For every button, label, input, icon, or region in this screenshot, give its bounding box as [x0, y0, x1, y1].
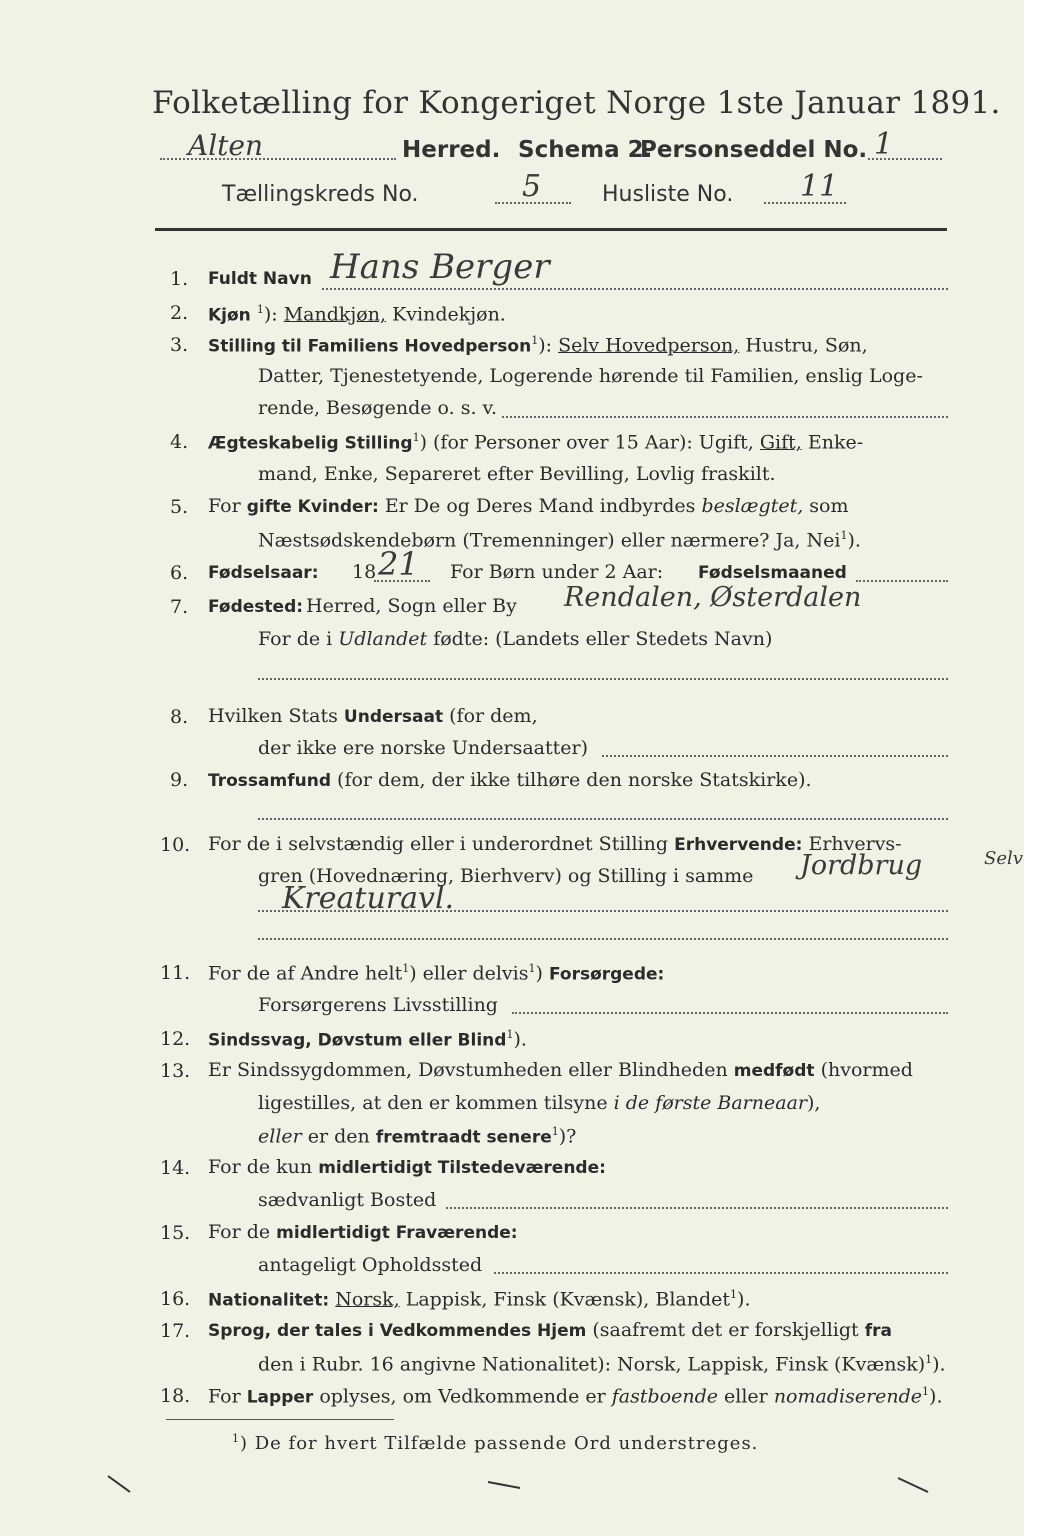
q6-value: 21	[378, 545, 419, 583]
q3-line3: rende, Besøgende o. s. v.	[258, 397, 498, 419]
q11-line1	[208, 963, 664, 983]
q8-dotted-line	[602, 755, 948, 757]
q8-line1	[208, 707, 538, 726]
q4-label: Ægteskabelig Stilling	[208, 433, 413, 454]
q7-line2-a: For de i	[258, 628, 333, 650]
q13-line3-text: er den	[307, 1125, 370, 1148]
q11-dotted-line	[512, 1012, 948, 1014]
q5-line2	[258, 530, 861, 550]
q13-post: (hvormed	[820, 1059, 913, 1081]
q18-italic1: fastboende	[611, 1385, 718, 1408]
q5-label: gifte Kvinder:	[246, 497, 379, 517]
q11-sup1: 1	[402, 962, 410, 975]
q16-end: ).	[737, 1288, 751, 1311]
q8-number: 8.	[170, 706, 189, 728]
kreds-value: 5	[522, 169, 542, 204]
q5-text-b: som	[809, 495, 849, 517]
q13-label3: fremtraadt senere	[375, 1127, 552, 1148]
kreds-dotted-line	[495, 202, 571, 204]
q12-end: ).	[513, 1028, 527, 1051]
q7-dotted-line	[258, 678, 948, 680]
q6-prefix: 18	[352, 561, 377, 583]
scan-mark-left	[108, 1476, 130, 1492]
q8-label: Undersaat	[343, 707, 444, 727]
q2-line	[208, 304, 506, 324]
scan-mark-right	[898, 1478, 928, 1492]
q2-sup: 1	[256, 303, 264, 316]
q4-sup: 1	[412, 431, 420, 444]
q8-line2: der ikke ere norske Undersaatter)	[258, 737, 588, 759]
q9-dotted-line	[258, 818, 948, 820]
q1-number: 1.	[170, 268, 189, 290]
q10-pre: For de i selvstændig eller i underordnet Stilling	[208, 833, 669, 855]
herred-dotted-line	[160, 158, 396, 160]
q10-value1: Jordbrug	[800, 850, 923, 881]
q5-italic: beslægtet,	[701, 495, 804, 517]
q6-label2: Fødselsmaaned	[698, 563, 847, 583]
q7-line2-italic: Udlandet	[338, 628, 428, 650]
q17-label2: fra	[864, 1321, 892, 1341]
q10-dotted-line2	[258, 938, 948, 940]
q16-rest: Lappisk, Finsk (Kvænsk), Blandet	[405, 1288, 731, 1311]
q18-text: oplyses, om Vedkommende er	[319, 1385, 606, 1408]
header-rule	[155, 228, 947, 231]
herred-label: Herred.	[402, 137, 501, 163]
schema-label: Schema 2.	[518, 137, 653, 163]
q11-line2: Forsørgerens Livsstilling	[258, 994, 498, 1016]
q17-sup: 1	[925, 1353, 933, 1366]
q17-line2	[258, 1354, 946, 1374]
q12-label: Sindssvag, Døvstum eller Blind	[208, 1030, 507, 1051]
q14-pre: For de kun	[208, 1156, 313, 1178]
q5-line1	[208, 497, 849, 516]
q13-line2-italic: i de første Barneaar	[613, 1092, 807, 1114]
q3-label: Stilling til Familiens Hovedperson	[208, 336, 532, 357]
q14-dotted-line	[446, 1207, 948, 1209]
q3-line2: Datter, Tjenestetyende, Logerende hørende til Familien, enslig Loge-	[258, 365, 923, 387]
q1-value: Hans Berger	[330, 247, 550, 287]
q13-sup: 1	[551, 1125, 559, 1138]
q18-end: ).	[929, 1385, 943, 1408]
q18-number: 18.	[160, 1385, 191, 1407]
q1-label: Fuldt Navn	[208, 269, 312, 289]
q12-line1	[208, 1029, 527, 1049]
q10-line1	[208, 835, 902, 854]
q3-option-selv: Selv Hovedperson,	[558, 334, 740, 357]
q16-sup: 1	[730, 1288, 738, 1301]
personseddel-value: 1	[874, 127, 894, 162]
q13-number: 13.	[160, 1060, 191, 1082]
q10-line2: gren (Hovednæring, Bierhverv) og Stilling i samme	[258, 865, 754, 887]
q2-option-mandkjon: Mandkjøn,	[283, 303, 387, 326]
q16-number: 16.	[160, 1288, 191, 1310]
q5-text: Er De og Deres Mand indbyrdes	[384, 495, 696, 517]
q9-number: 9.	[170, 769, 189, 791]
q11-post: )	[535, 962, 543, 985]
q11-mid: ) eller delvis	[409, 962, 529, 985]
q6-text: For Børn under 2 Aar:	[450, 561, 664, 583]
q16-label: Nationalitet:	[208, 1290, 330, 1311]
q9-line1	[208, 771, 812, 790]
q14-number: 14.	[160, 1157, 191, 1179]
q10-dotted-line1	[258, 910, 948, 912]
q15-dotted-line	[494, 1272, 948, 1274]
q5-sup: 1	[840, 529, 848, 542]
q4-line2: mand, Enke, Separeret efter Bevilling, Lovlig fraskilt.	[258, 463, 776, 485]
q17-label: Sprog, der tales i Vedkommendes Hjem	[208, 1321, 587, 1341]
q10-number: 10.	[160, 834, 191, 856]
q11-number: 11.	[160, 962, 191, 984]
q4-line1	[208, 432, 863, 452]
q10-label: Erhvervende:	[674, 835, 803, 855]
q15-line1	[208, 1223, 518, 1242]
q18-pre: For	[208, 1385, 241, 1408]
q1-dotted-line	[322, 288, 948, 290]
q5-pre: For	[208, 495, 241, 517]
q7-number: 7.	[170, 596, 189, 618]
q4-number: 4.	[170, 431, 189, 453]
q2-number: 2.	[170, 302, 189, 324]
q13-line2-text: ligestilles, at den er kommen tilsyne	[258, 1092, 608, 1114]
q17-number: 17.	[160, 1320, 191, 1342]
q18-label: Lapper	[246, 1387, 314, 1408]
q15-number: 15.	[160, 1222, 191, 1244]
q15-pre: For de	[208, 1221, 271, 1243]
q2-colon: ):	[263, 303, 278, 326]
form-title: Folketælling for Kongeriget Norge 1ste Januar 1891.	[152, 85, 1001, 121]
q3-number: 3.	[170, 334, 189, 356]
q7-line2	[258, 630, 772, 649]
footnote-sup: 1	[232, 1432, 240, 1445]
q8-post: (for dem,	[449, 705, 538, 727]
q15-label: midlertidigt Fraværende:	[276, 1223, 518, 1243]
q7-value: Rendalen, Østerdalen	[564, 582, 862, 613]
q17-line2-text: den i Rubr. 16 angivne Nationalitet): Norsk, Lappisk, Finsk (Kvænsk)	[258, 1353, 926, 1376]
q3-line1	[208, 335, 868, 355]
q7-line2-b: fødte: (Landets eller Stedets Navn)	[433, 628, 773, 650]
husliste-dotted-line	[764, 202, 846, 204]
q5-end: ).	[847, 529, 861, 552]
q4-text: ) (for Personer over 15 Aar): Ugift,	[419, 431, 754, 454]
q5-line2-text: Næstsødskendebørn (Tremenninger) eller nærmere? Ja, Nei	[258, 529, 841, 552]
q18-sup: 1	[922, 1385, 930, 1398]
q9-label: Trossamfund	[208, 771, 331, 791]
q16-line1	[208, 1289, 750, 1309]
q2-label: Kjøn	[208, 305, 251, 326]
q13-line2	[258, 1094, 820, 1113]
q7-text: Herred, Sogn eller By	[306, 595, 517, 617]
q11-sup2: 1	[528, 962, 536, 975]
husliste-label: Husliste No.	[602, 182, 734, 207]
q3-dotted-line	[502, 416, 948, 418]
personseddel-label: Personseddel No.	[640, 137, 868, 163]
q14-label: midlertidigt Tilstedeværende:	[318, 1158, 606, 1178]
q11-label: Forsørgede:	[548, 964, 665, 985]
q13-line3	[258, 1126, 576, 1146]
footnote-rule	[166, 1419, 394, 1420]
herred-value: Alten	[188, 129, 264, 162]
footnote	[232, 1433, 758, 1453]
q3-rest1: Hustru, Søn,	[745, 334, 868, 357]
q13-pre: Er Sindssygdommen, Døvstumheden eller Blindheden	[208, 1059, 728, 1081]
q13-line3-italic: eller	[258, 1125, 302, 1148]
q3-sup: 1	[531, 334, 539, 347]
q7-label: Fødested:	[208, 597, 304, 617]
q18-mid: eller	[724, 1385, 768, 1408]
q2-option-kvindekjon: Kvindekjøn.	[392, 303, 506, 326]
q12-number: 12.	[160, 1028, 191, 1050]
q3-colon: ):	[538, 334, 553, 357]
q17-end: ).	[932, 1353, 946, 1376]
q13-line2-end: ),	[807, 1092, 821, 1114]
q4-text-b: Enke-	[807, 431, 864, 454]
q14-line1	[208, 1158, 606, 1177]
q13-line1	[208, 1061, 913, 1080]
q18-line1	[208, 1386, 943, 1406]
q13-end: )?	[558, 1125, 577, 1148]
q6-label: Fødselsaar:	[208, 563, 319, 583]
q8-pre: Hvilken Stats	[208, 705, 338, 727]
footnote-text: ) De for hvert Tilfælde passende Ord understreges.	[240, 1433, 759, 1454]
q10-post: Erhvervs-	[808, 833, 902, 855]
q5-number: 5.	[170, 496, 189, 518]
q6-dotted-line	[374, 580, 430, 582]
q9-text: (for dem, der ikke tilhøre den norske Statskirke).	[337, 769, 812, 791]
q12-sup: 1	[506, 1028, 514, 1041]
q18-italic2: nomadiserende	[773, 1385, 923, 1408]
personseddel-dotted-line	[868, 158, 942, 160]
page-margin	[1024, 0, 1054, 1536]
kreds-label: Tællingskreds No.	[222, 182, 419, 207]
q13-label: medfødt	[733, 1061, 815, 1081]
q4-option-gift: Gift,	[759, 431, 802, 454]
q11-pre: For de af Andre helt	[208, 962, 403, 985]
q17-text: (saafremt det er forskjelligt	[592, 1319, 859, 1341]
husliste-value: 11	[800, 169, 839, 204]
q16-option-norsk: Norsk,	[335, 1288, 400, 1311]
q10-value1b: Selv	[984, 848, 1023, 869]
q17-line1	[208, 1321, 892, 1340]
q15-line2: antageligt Opholdssted	[258, 1254, 483, 1276]
q6-dotted-line2	[856, 580, 948, 582]
q6-number: 6.	[170, 562, 189, 584]
q14-line2: sædvanligt Bosted	[258, 1189, 437, 1211]
q10-value2: Kreaturavl.	[282, 881, 455, 916]
scan-mark-center	[488, 1482, 520, 1488]
